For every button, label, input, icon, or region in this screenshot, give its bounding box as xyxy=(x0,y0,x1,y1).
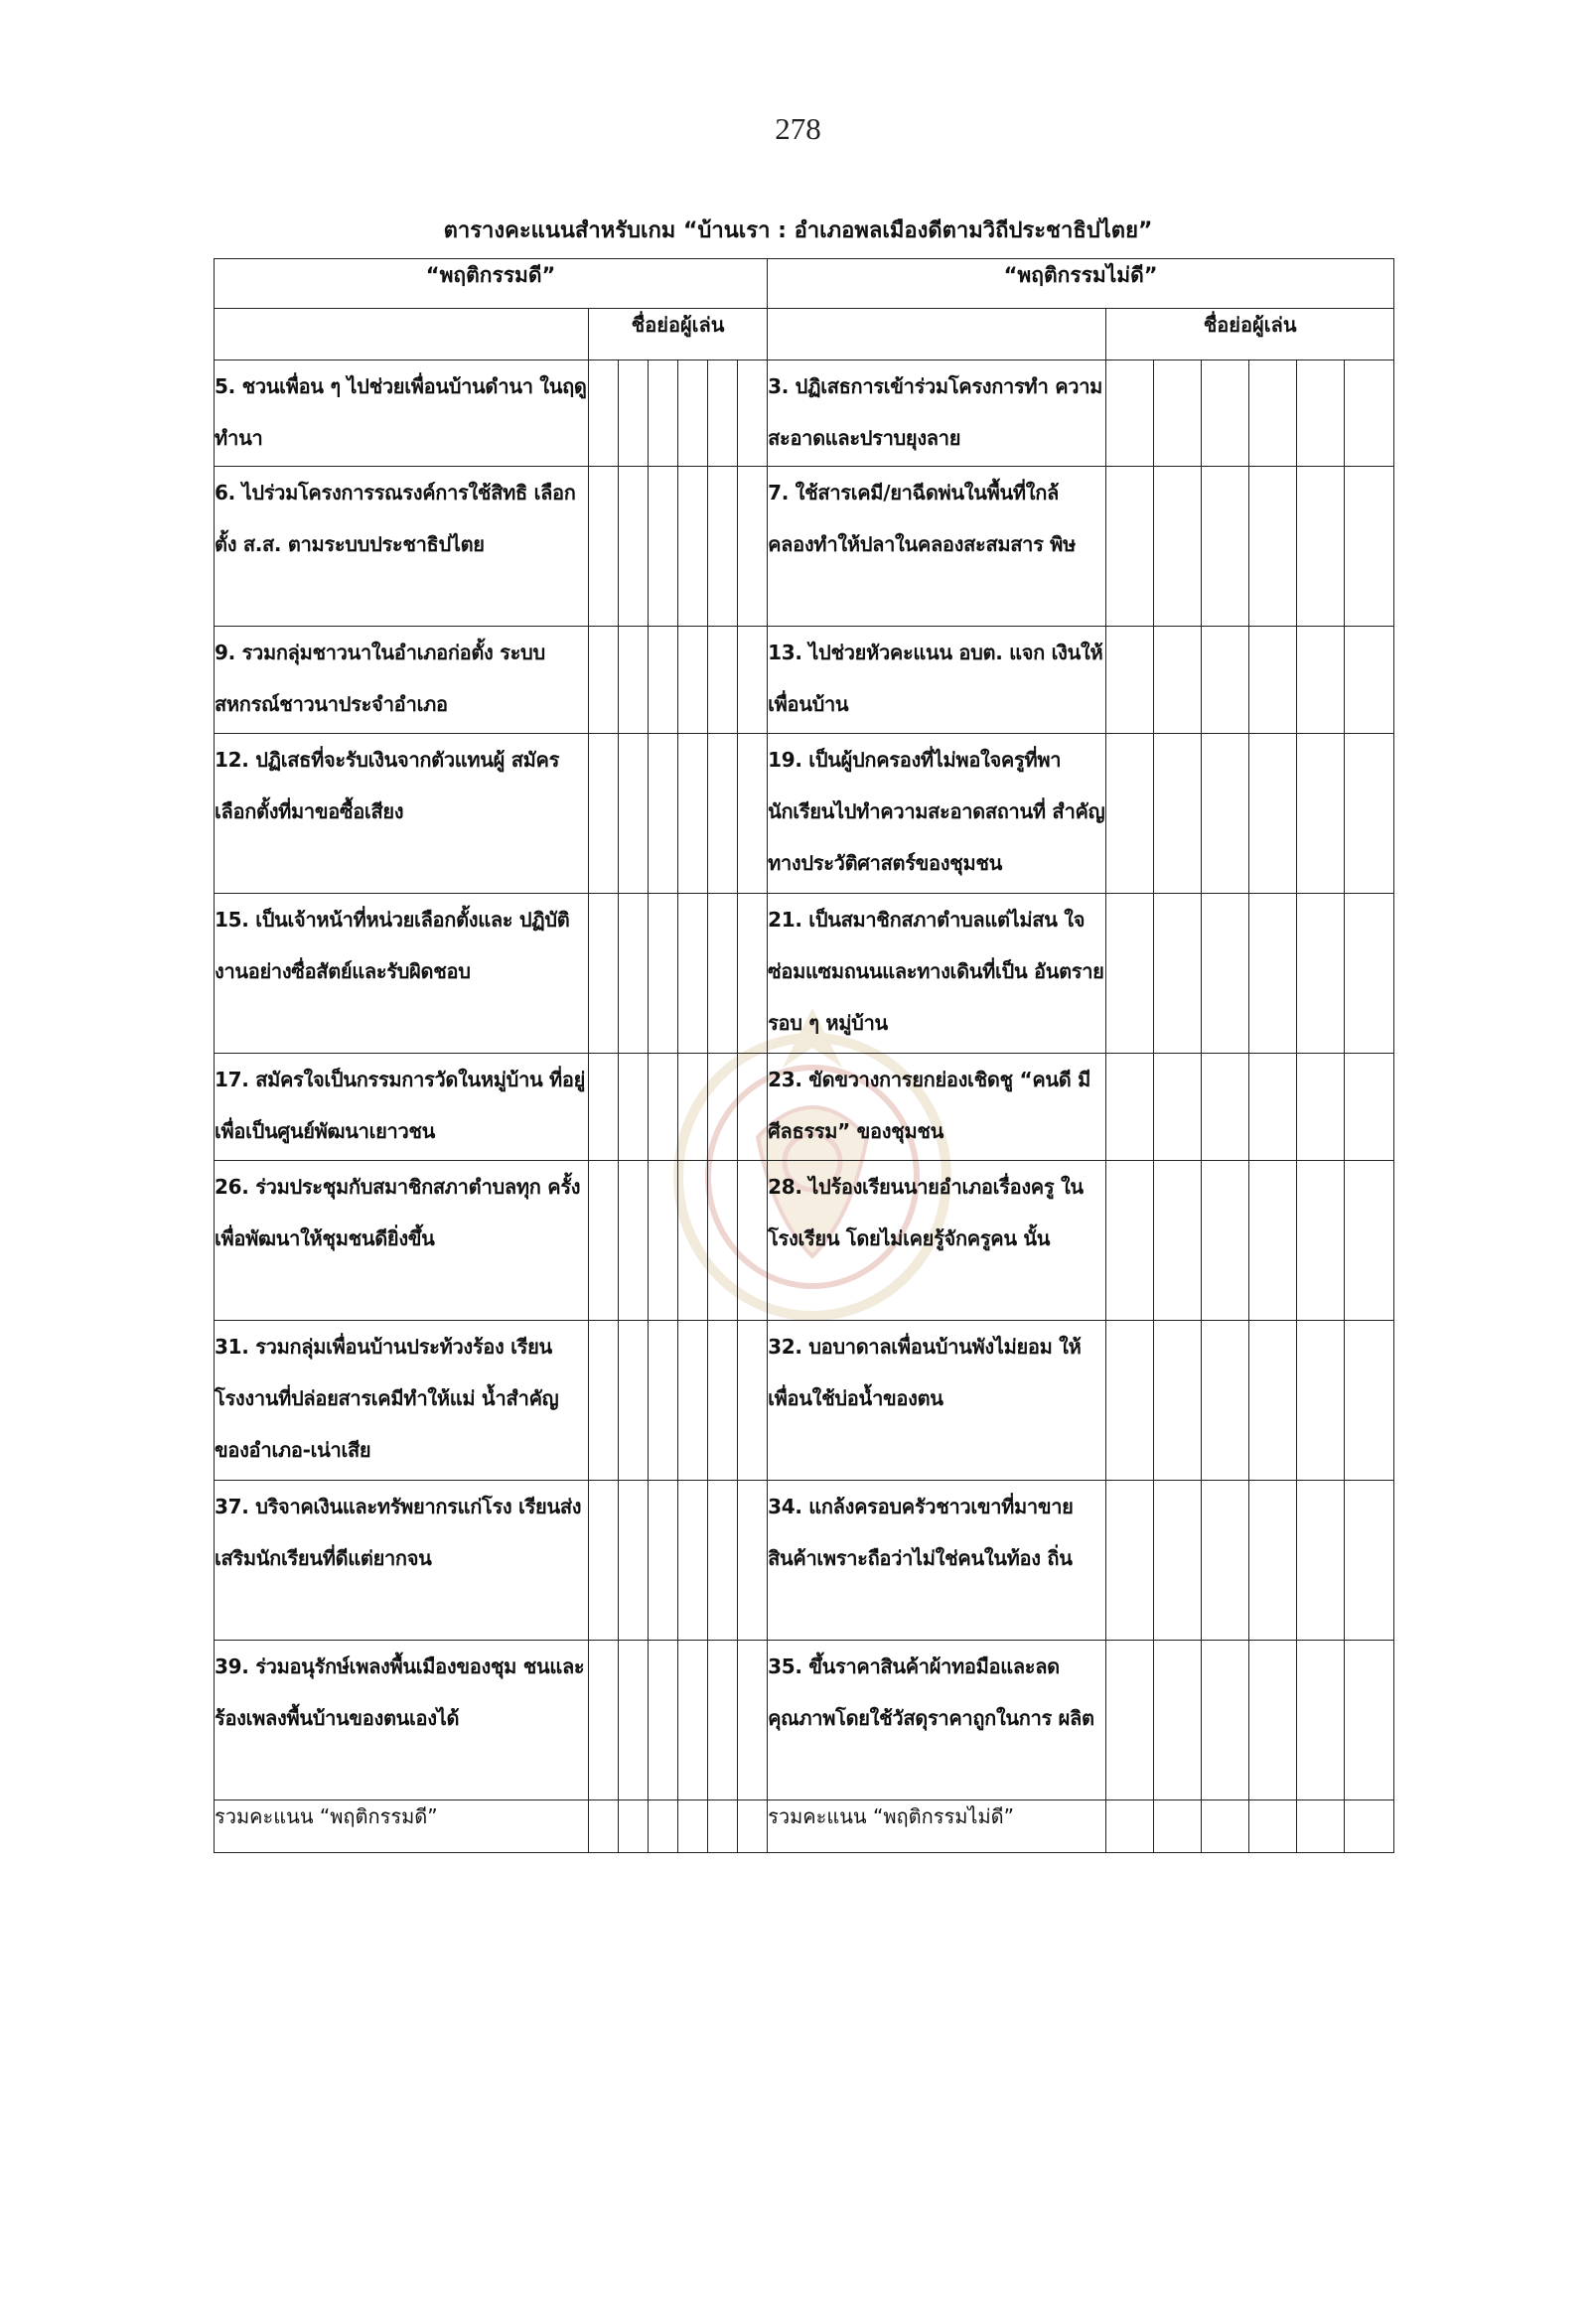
good-score-cell[interactable] xyxy=(649,467,678,627)
bad-behavior-item: 34. แกล้งครอบครัวชาวเขาที่มาขาย สินค้าเพราะถือว่าไม่ใช่คนในท้อง ถิ่น xyxy=(768,1480,1106,1640)
good-score-cell[interactable] xyxy=(589,1480,619,1640)
good-score-cell[interactable] xyxy=(738,893,768,1053)
good-score-cell[interactable] xyxy=(589,1160,619,1320)
bad-score-cell[interactable] xyxy=(1106,1480,1154,1640)
bad-score-cell[interactable] xyxy=(1345,467,1394,627)
bad-score-cell[interactable] xyxy=(1297,1320,1345,1480)
bad-item-header-cell xyxy=(768,309,1106,360)
good-total-cell[interactable] xyxy=(678,1799,708,1852)
bad-score-cell[interactable] xyxy=(1106,1053,1154,1160)
good-total-cell[interactable] xyxy=(619,1799,649,1852)
good-score-cell[interactable] xyxy=(678,733,708,893)
bad-score-cell[interactable] xyxy=(1202,627,1249,734)
table-row xyxy=(215,1640,1394,1799)
good-score-cell[interactable] xyxy=(589,1640,619,1799)
table-title: ตารางคะแนนสำหรับเกม “บ้านเรา : อำเภอพลเมืองดีตามวิถีประชาธิปไตย” xyxy=(443,218,1153,243)
bad-total-cell[interactable] xyxy=(1345,1799,1394,1852)
good-score-cell[interactable] xyxy=(708,1053,738,1160)
good-score-cell[interactable] xyxy=(649,1480,678,1640)
bad-total-cell[interactable] xyxy=(1249,1799,1297,1852)
bad-score-cell[interactable] xyxy=(1154,1640,1202,1799)
bad-score-cell[interactable] xyxy=(1249,360,1297,467)
good-score-cell[interactable] xyxy=(619,467,649,627)
good-behavior-item: 37. บริจาคเงินและทรัพยากรแก่โรง เรียนส่งเสริมนักเรียนที่ดีแต่ยากจน xyxy=(215,1480,589,1640)
good-score-cell[interactable] xyxy=(619,360,649,467)
table-row xyxy=(215,733,1394,893)
bad-score-cell[interactable] xyxy=(1249,627,1297,734)
good-score-cell[interactable] xyxy=(649,360,678,467)
good-score-cell[interactable] xyxy=(649,1160,678,1320)
good-score-cell[interactable] xyxy=(649,733,678,893)
bad-score-cell[interactable] xyxy=(1345,1053,1394,1160)
bad-score-cell[interactable] xyxy=(1345,360,1394,467)
good-score-cell[interactable] xyxy=(649,627,678,734)
bad-score-cell[interactable] xyxy=(1249,467,1297,627)
bad-behavior-item: 7. ใช้สารเคมี/ยาฉีดพ่นในพื้นที่ใกล้ คลองทำให้ปลาในคลองสะสมสาร พิษ xyxy=(768,467,1106,627)
bad-score-cell[interactable] xyxy=(1345,1640,1394,1799)
good-score-cell[interactable] xyxy=(619,1160,649,1320)
bad-score-cell[interactable] xyxy=(1249,893,1297,1053)
bad-score-cell[interactable] xyxy=(1297,1640,1345,1799)
good-score-cell[interactable] xyxy=(708,467,738,627)
bad-score-cell[interactable] xyxy=(1202,1480,1249,1640)
good-score-cell[interactable] xyxy=(678,627,708,734)
bad-score-cell[interactable] xyxy=(1202,1320,1249,1480)
bad-behavior-item: 28. ไปร้องเรียนนายอำเภอเรื่องครู ในโรงเรียน โดยไม่เคยรู้จักครูคน นั้น xyxy=(768,1160,1106,1320)
good-score-cell[interactable] xyxy=(589,467,619,627)
bad-score-cell[interactable] xyxy=(1297,1480,1345,1640)
good-behavior-item: 39. ร่วมอนุรักษ์เพลงพื้นเมืองของชุม ชนและร้องเพลงพื้นบ้านของตนเองได้ xyxy=(215,1640,589,1799)
table-row xyxy=(215,1320,1394,1480)
table-row xyxy=(215,1053,1394,1160)
bad-score-cell[interactable] xyxy=(1106,360,1154,467)
bad-total-cell[interactable] xyxy=(1154,1799,1202,1852)
good-score-cell[interactable] xyxy=(589,1320,619,1480)
good-score-cell[interactable] xyxy=(678,360,708,467)
player-header-row xyxy=(215,309,1394,360)
good-score-cell[interactable] xyxy=(738,733,768,893)
bad-score-cell[interactable] xyxy=(1106,1640,1154,1799)
bad-score-cell[interactable] xyxy=(1202,1053,1249,1160)
bad-score-cell[interactable] xyxy=(1297,627,1345,734)
good-score-cell[interactable] xyxy=(678,1160,708,1320)
good-score-cell[interactable] xyxy=(589,733,619,893)
bad-score-cell[interactable] xyxy=(1249,1480,1297,1640)
good-score-cell[interactable] xyxy=(678,1320,708,1480)
good-score-cell[interactable] xyxy=(708,627,738,734)
good-score-cell[interactable] xyxy=(619,733,649,893)
good-behavior-item: 5. ชวนเพื่อน ๆ ไปช่วยเพื่อนบ้านดำนา ในฤดูทำนา xyxy=(215,360,589,467)
bad-score-cell[interactable] xyxy=(1249,733,1297,893)
table-row xyxy=(215,627,1394,734)
good-score-cell[interactable] xyxy=(619,1480,649,1640)
bad-score-cell[interactable] xyxy=(1106,893,1154,1053)
good-score-cell[interactable] xyxy=(738,360,768,467)
bad-behavior-header: “พฤติกรรมไม่ดี” xyxy=(768,259,1394,309)
bad-behavior-item: 19. เป็นผู้ปกครองที่ไม่พอใจครูที่พา นักเรียนไปทำความสะอาดสถานที่ สำคัญทางประวัติศาสตร์ของชุมชน xyxy=(768,733,1106,893)
bad-behavior-item: 23. ขัดขวางการยกย่องเชิดชู “คนดี มีศีลธรรม” ของชุมชน xyxy=(768,1053,1106,1160)
good-score-cell[interactable] xyxy=(708,733,738,893)
good-behavior-item: 26. ร่วมประชุมกับสมาชิกสภาตำบลทุก ครั้งเพื่อพัฒนาให้ชุมชนดียิ่งขึ้น xyxy=(215,1160,589,1320)
bad-score-cell[interactable] xyxy=(1297,893,1345,1053)
bad-score-cell[interactable] xyxy=(1249,1320,1297,1480)
good-score-cell[interactable] xyxy=(649,1640,678,1799)
good-score-cell[interactable] xyxy=(738,1053,768,1160)
good-behavior-item: 6. ไปร่วมโครงการรณรงค์การใช้สิทธิ เลือกตั้ง ส.ส. ตามระบบประชาธิปไตย xyxy=(215,467,589,627)
bad-score-cell[interactable] xyxy=(1297,360,1345,467)
bad-score-cell[interactable] xyxy=(1154,360,1202,467)
bad-score-cell[interactable] xyxy=(1202,467,1249,627)
bad-behavior-item: 35. ขึ้นราคาสินค้าผ้าทอมือและลด คุณภาพโดยใช้วัสดุราคาถูกในการ ผลิต xyxy=(768,1640,1106,1799)
good-score-cell[interactable] xyxy=(589,893,619,1053)
bad-total-cell[interactable] xyxy=(1297,1799,1345,1852)
good-total-cell[interactable] xyxy=(708,1799,738,1852)
good-score-cell[interactable] xyxy=(738,1320,768,1480)
bad-score-cell[interactable] xyxy=(1202,1160,1249,1320)
bad-score-cell[interactable] xyxy=(1345,893,1394,1053)
table-row xyxy=(215,1480,1394,1640)
group-header-row xyxy=(215,259,1394,309)
bad-total-label: รวมคะแนน “พฤติกรรมไม่ดี” xyxy=(768,1799,1106,1852)
bad-score-cell[interactable] xyxy=(1202,733,1249,893)
table-row xyxy=(215,893,1394,1053)
bad-score-cell[interactable] xyxy=(1202,360,1249,467)
bad-score-cell[interactable] xyxy=(1297,733,1345,893)
good-behavior-item: 31. รวมกลุ่มเพื่อนบ้านประท้วงร้อง เรียนโรงงานที่ปล่อยสารเคมีทำให้แม่ น้ำสำคัญของอำเภอ-เน่าเสีย xyxy=(215,1320,589,1480)
good-score-cell[interactable] xyxy=(619,1320,649,1480)
bad-score-cell[interactable] xyxy=(1249,1160,1297,1320)
good-score-cell[interactable] xyxy=(649,893,678,1053)
player-initials-header-right: ชื่อย่อผู้เล่น xyxy=(1106,309,1394,360)
good-behavior-header: “พฤติกรรมดี” xyxy=(215,259,768,309)
good-score-cell[interactable] xyxy=(589,627,619,734)
bad-score-cell[interactable] xyxy=(1154,733,1202,893)
bad-score-cell[interactable] xyxy=(1154,1160,1202,1320)
good-score-cell[interactable] xyxy=(738,467,768,627)
bad-score-cell[interactable] xyxy=(1297,1053,1345,1160)
good-score-cell[interactable] xyxy=(589,360,619,467)
bad-score-cell[interactable] xyxy=(1345,1480,1394,1640)
good-score-cell[interactable] xyxy=(738,627,768,734)
good-total-cell[interactable] xyxy=(649,1799,678,1852)
bad-score-cell[interactable] xyxy=(1345,733,1394,893)
bad-total-cell[interactable] xyxy=(1202,1799,1249,1852)
page-number: 278 xyxy=(775,111,821,146)
good-behavior-item: 17. สมัครใจเป็นกรรมการวัดในหมู่บ้าน ที่อยู่ เพื่อเป็นศูนย์พัฒนาเยาวชน xyxy=(215,1053,589,1160)
good-behavior-item: 15. เป็นเจ้าหน้าที่หน่วยเลือกตั้งและ ปฏิบัติงานอย่างซื่อสัตย์และรับผิดชอบ xyxy=(215,893,589,1053)
good-total-label: รวมคะแนน “พฤติกรรมดี” xyxy=(215,1799,589,1852)
bad-score-cell[interactable] xyxy=(1345,627,1394,734)
good-score-cell[interactable] xyxy=(708,893,738,1053)
bad-score-cell[interactable] xyxy=(1154,1320,1202,1480)
good-behavior-item: 12. ปฏิเสธที่จะรับเงินจากตัวแทนผู้ สมัครเลือกตั้งที่มาขอซื้อเสียง xyxy=(215,733,589,893)
good-score-cell[interactable] xyxy=(649,1320,678,1480)
good-score-cell[interactable] xyxy=(708,360,738,467)
good-item-header-cell xyxy=(215,309,589,360)
bad-score-cell[interactable] xyxy=(1297,467,1345,627)
bad-behavior-item: 32. บอบาดาลเพื่อนบ้านพังไม่ยอม ให้เพื่อนใช้บ่อน้ำของตน xyxy=(768,1320,1106,1480)
bad-behavior-item: 3. ปฏิเสธการเข้าร่วมโครงการทำ ความสะอาดและปราบยุงลาย xyxy=(768,360,1106,467)
bad-score-cell[interactable] xyxy=(1249,1640,1297,1799)
player-initials-header-left: ชื่อย่อผู้เล่น xyxy=(589,309,768,360)
bad-score-cell[interactable] xyxy=(1297,1160,1345,1320)
good-score-cell[interactable] xyxy=(619,627,649,734)
bad-behavior-item: 21. เป็นสมาชิกสภาตำบลแต่ไม่สน ใจซ่อมแซมถนนและทางเดินที่เป็น อันตรายรอบ ๆ หมู่บ้าน xyxy=(768,893,1106,1053)
bad-score-cell[interactable] xyxy=(1154,1053,1202,1160)
bad-behavior-item: 13. ไปช่วยหัวคะแนน อบต. แจก เงินให้เพื่อนบ้าน xyxy=(768,627,1106,734)
bad-score-cell[interactable] xyxy=(1106,1160,1154,1320)
table-row xyxy=(215,1160,1394,1320)
good-score-cell[interactable] xyxy=(708,1320,738,1480)
score-table xyxy=(214,258,1394,1853)
good-score-cell[interactable] xyxy=(619,1053,649,1160)
good-score-cell[interactable] xyxy=(738,1640,768,1799)
bad-score-cell[interactable] xyxy=(1345,1320,1394,1480)
totals-row xyxy=(215,1799,1394,1852)
bad-score-cell[interactable] xyxy=(1154,627,1202,734)
bad-score-cell[interactable] xyxy=(1249,1053,1297,1160)
bad-score-cell[interactable] xyxy=(1154,467,1202,627)
table-row xyxy=(215,360,1394,467)
bad-score-cell[interactable] xyxy=(1154,1480,1202,1640)
good-score-cell[interactable] xyxy=(619,1640,649,1799)
good-total-cell[interactable] xyxy=(589,1799,619,1852)
bad-score-cell[interactable] xyxy=(1106,627,1154,734)
good-score-cell[interactable] xyxy=(738,1160,768,1320)
bad-score-cell[interactable] xyxy=(1345,1160,1394,1320)
bad-score-cell[interactable] xyxy=(1106,467,1154,627)
good-score-cell[interactable] xyxy=(678,1480,708,1640)
good-score-cell[interactable] xyxy=(738,1480,768,1640)
good-score-cell[interactable] xyxy=(678,467,708,627)
bad-score-cell[interactable] xyxy=(1202,1640,1249,1799)
bad-score-cell[interactable] xyxy=(1154,893,1202,1053)
good-score-cell[interactable] xyxy=(708,1640,738,1799)
table-row xyxy=(215,467,1394,627)
good-score-cell[interactable] xyxy=(589,1053,619,1160)
good-score-cell[interactable] xyxy=(678,1640,708,1799)
good-score-cell[interactable] xyxy=(649,1053,678,1160)
good-score-cell[interactable] xyxy=(708,1480,738,1640)
good-score-cell[interactable] xyxy=(678,893,708,1053)
bad-score-cell[interactable] xyxy=(1202,893,1249,1053)
good-score-cell[interactable] xyxy=(708,1160,738,1320)
good-score-cell[interactable] xyxy=(619,893,649,1053)
bad-score-cell[interactable] xyxy=(1106,733,1154,893)
good-behavior-item: 9. รวมกลุ่มชาวนาในอำเภอก่อตั้ง ระบบสหกรณ์ชาวนาประจำอำเภอ xyxy=(215,627,589,734)
bad-score-cell[interactable] xyxy=(1106,1320,1154,1480)
bad-total-cell[interactable] xyxy=(1106,1799,1154,1852)
good-score-cell[interactable] xyxy=(678,1053,708,1160)
good-total-cell[interactable] xyxy=(738,1799,768,1852)
